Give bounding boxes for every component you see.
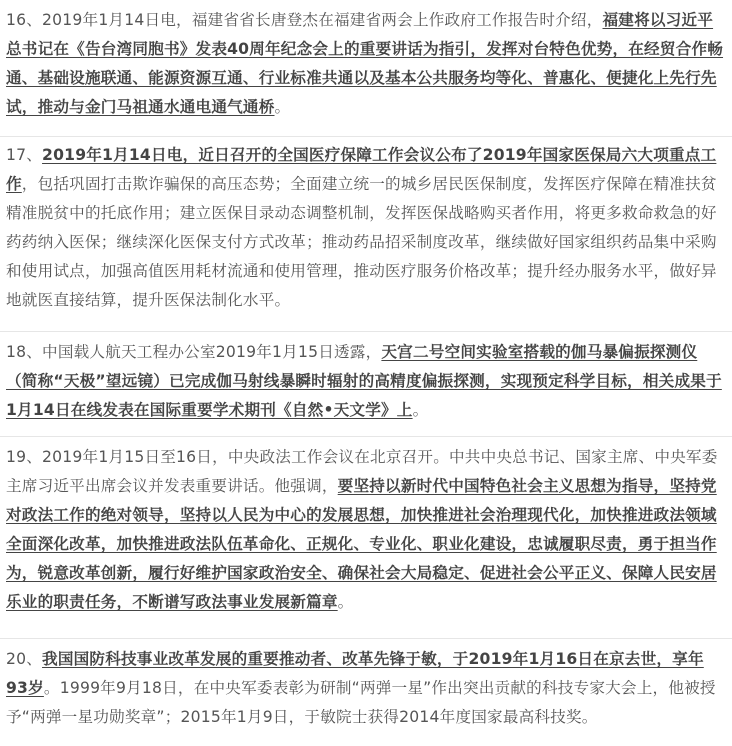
news-item-17-seg-2: ，包括巩固打击欺诈骗保的高压态势；全面建立统一的城乡居民医保制度，发挥医疗保障在精准扶贫精准脱贫中的托底作用；建立医保目录动态调整机制，发挥医保战略购买者作用，将更多救命救急的好药药纳入医保；继续深化医保支付方式改革；推动药品招采制度改革，继续做好国家组织药品集中采购和使用试点，加强高值医用耗材流通和使用管理，推动医疗服务价格改革；提升经办服务水平，做好异地就医直接结算，提升医保法制化水平。 [6, 175, 717, 309]
news-item-18 [6, 338, 724, 425]
news-item-17-seg-0: 17、 [6, 146, 43, 164]
news-item-16-seg-0: 16、2019年1月14日电，福建省省长唐登杰在福建省两会上作政府工作报告时介绍， [6, 11, 603, 29]
news-item-16-text [6, 6, 724, 122]
news-item-16-seg-2: 。 [274, 98, 291, 116]
news-item-18-highlight: 天宫二号空间实验室搭载的伽马暴偏振探测仪（简称“天极”望远镜）已完成伽马射线暴瞬时辐射的高精度偏振探测，实现预定科学目标，相关成果于1月14日在线发表在国际重要学术期刊《自然•天文学》上 [6, 343, 722, 419]
news-item-19-text [6, 443, 724, 617]
divider [0, 436, 732, 437]
news-item-19-seg-2: 。 [337, 593, 354, 611]
news-item-16-highlight: 福建将以习近平总书记在《告台湾同胞书》发表40周年纪念会上的重要讲话为指引，发挥对台特色优势，在经贸合作畅通、基础设施联通、能源资源互通、行业标准共通以及基本公共服务均等化、普惠化、便捷化上先行先试，推动与金门马祖通水通电通气通桥 [6, 11, 724, 116]
news-item-20-seg-0: 20、 [6, 650, 43, 668]
news-item-17-highlight: 2019年1月14日电，近日召开的全国医疗保障工作会议公布了2019年国家医保局六大项重点工作 [6, 146, 717, 193]
divider [0, 331, 732, 332]
divider [0, 638, 732, 639]
divider [0, 136, 732, 137]
news-item-20-text [6, 645, 724, 732]
news-item-17 [6, 141, 724, 315]
news-item-16 [6, 6, 724, 122]
news-item-18-seg-0: 18、中国载人航天工程办公室2019年1月15日透露， [6, 343, 382, 361]
news-item-20-seg-2: 。1999年9月18日，在中央军委表彰为研制“两弹一星”作出突出贡献的科技专家大会上，他被授予“两弹一星功勋奖章”；2015年1月9日，于敏院士获得2014年度国家最高科技奖。 [6, 679, 716, 726]
news-item-17-text [6, 141, 724, 315]
news-item-19-seg-0: 19、2019年1月15日至16日，中央政法工作会议在北京召开。中共中央总书记、国家主席、中央军委主席习近平出席会议并发表重要讲话。他强调， [6, 448, 718, 495]
news-item-18-text [6, 338, 724, 425]
news-item-18-seg-2: 。 [412, 401, 429, 419]
news-item-20-highlight: 我国国防科技事业改革发展的重要推动者、改革先锋于敏，于2019年1月16日在京去世，享年93岁 [6, 650, 704, 697]
news-item-20 [6, 645, 724, 732]
news-item-19 [6, 443, 724, 617]
news-item-19-highlight: 要坚持以新时代中国特色社会主义思想为指导，坚持党对政法工作的绝对领导，坚持以人民为中心的发展思想，加快推进社会治理现代化，加快推进政法领域全面深化改革，加快推进政法队伍革命化、正规化、专业化、职业化建设，忠诚履职尽责，勇于担当作为，锐意改革创新，履行好维护国家政治安全、确保社会大局稳定、促进社会公平正义、保障人民安居乐业的职责任务，不断谱写政法事业发展新篇章 [6, 477, 717, 611]
